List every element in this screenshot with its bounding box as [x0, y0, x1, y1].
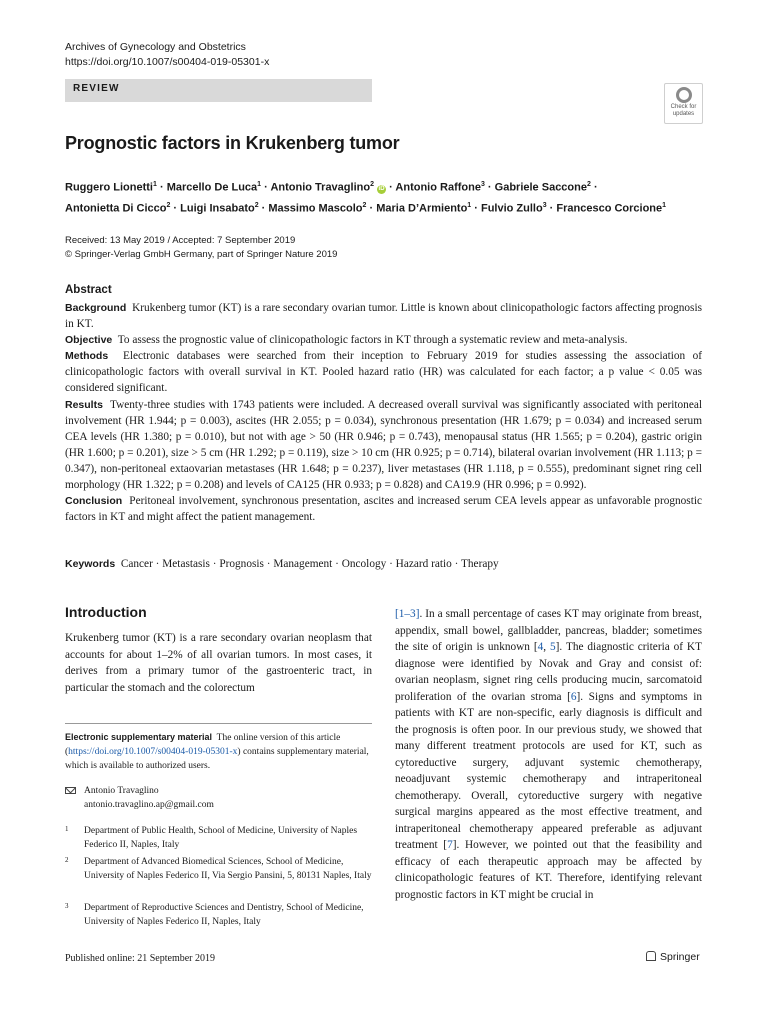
- author-name[interactable]: Luigi Insabato: [180, 202, 255, 215]
- esm-text: The online version of this article (: [65, 733, 341, 757]
- author-affiliation-number: 3: [480, 181, 485, 188]
- article-dates: [65, 234, 337, 262]
- body-text: ,: [543, 641, 551, 653]
- author-affiliation-number: 3: [542, 201, 547, 209]
- author-name[interactable]: Antonio Raffone: [395, 181, 481, 194]
- esm-doi-link[interactable]: https://doi.org/10.1007/s00404-019-05301-x: [68, 747, 238, 757]
- body-text: ]. Signs and symptoms in patients with KT are non-specific, early diagnosis is difficult and the prognosis is often poor. In our previous study, we showed that many different treatment protocols are used for KT, such as cytoreductive surgery, adjuvant systemic chemotherapy, neoadjuvant systemic chemotherapy and intraperitoneal chemotherapy. Overall, cytoreductive surgery with negative surgical margins appeared as the most effective treatment, and intraperitoneal chemotherapy appeared preferable as adjuvant treatment [: [395, 690, 702, 851]
- author-affiliation-number: 2: [362, 201, 367, 209]
- author-name[interactable]: Antonietta Di Cicco: [65, 202, 167, 215]
- abstract-text: To assess the prognostic value of clinicopathologic factors in KT through a systematic review and meta-analysis.: [117, 334, 628, 347]
- author-separator: ·: [590, 181, 598, 194]
- author-line-2: [65, 197, 705, 218]
- keywords-label: Keywords: [65, 558, 116, 570]
- springer-horse-icon: [646, 951, 656, 961]
- body-text: . In a small percentage of cases KT may originate from breast, appendix, small bowel, gallbladder, pancreas, bladder; sometimes the site of origin is unknown [: [395, 608, 702, 653]
- publisher-name: Springer: [660, 951, 700, 963]
- received-accepted: Received: 13 May 2019 / Accepted: 7 September 2019: [65, 235, 296, 246]
- corresponding-author: [65, 784, 372, 812]
- affiliation: [65, 901, 372, 929]
- introduction-paragraph-continued: [395, 606, 702, 903]
- published-date: Published online: 21 September 2019: [65, 953, 215, 964]
- author-name[interactable]: Marcello De Luca: [166, 181, 258, 194]
- affiliation-text: Department of Reproductive Sciences and Dentistry, School of Medicine, University of Naples Federico II, Naples, Italy: [84, 903, 364, 927]
- author-name[interactable]: Gabriele Saccone: [494, 181, 587, 194]
- orcid-icon[interactable]: iD: [378, 185, 385, 192]
- check-updates-line1: Check for: [670, 104, 697, 110]
- author-affiliation-number: 2: [166, 201, 171, 209]
- author-name[interactable]: Antonio Travaglino: [270, 181, 371, 194]
- body-text: ]. The diagnostic criteria of KT diagnose were identified by Novak and Gray and consist of: ovarian neoplasm, signet ring cells producing mucin, sarcomatoid proliferation of the ovarian stroma [: [395, 641, 702, 703]
- keywords: [65, 558, 705, 570]
- abstract-text: Electronic databases were searched from their inception to February 2019 for studies assessing the association of clinicopathologic factors with overall survival in KT. Pooled hazard ratio (HR) was calculated for each factor; a p value < 0.05 was considered significant.: [65, 350, 702, 395]
- affiliation-text: Department of Advanced Biomedical Sciences, School of Medicine, University of Naples Federico II, Via Sergio Pansini, 5, 80131 Naples, Italy: [84, 857, 372, 881]
- abstract-label: Results: [65, 398, 103, 411]
- journal-name: Archives of Gynecology and Obstetrics: [65, 41, 246, 53]
- check-updates-line2: updates: [672, 111, 695, 117]
- abstract-results: [65, 397, 702, 494]
- author-name[interactable]: Massimo Mascolo: [268, 202, 363, 215]
- doi-link[interactable]: https://doi.org/10.1007/s00404-019-05301-x: [65, 56, 270, 68]
- abstract-label: Objective: [65, 334, 113, 347]
- check-for-updates-badge[interactable]: [664, 83, 703, 124]
- abstract-body: [65, 300, 702, 525]
- author-separator: ·: [261, 181, 271, 194]
- author-list: [65, 176, 705, 217]
- journal-header: [65, 40, 269, 70]
- citation-link[interactable]: [1–3]: [395, 608, 420, 620]
- author-line-1: [65, 176, 705, 197]
- affiliation-number: 3: [65, 902, 69, 910]
- author-affiliation-number: 1: [257, 181, 262, 188]
- article-title: Prognostic factors in Krukenberg tumor: [65, 133, 400, 153]
- affiliation-text: Department of Public Health, School of Medicine, University of Naples Federico II, Naples, Italy: [84, 826, 358, 850]
- author-name[interactable]: Maria D’Armiento: [376, 202, 468, 215]
- corresponding-author-email[interactable]: antonio.travaglino.ap@gmail.com: [84, 800, 214, 810]
- abstract-text: Krukenberg tumor (KT) is a rare secondary ovarian tumor. Little is known about clinicopathologic factors affecting prognosis in KT.: [65, 302, 702, 331]
- author-affiliation-number: 1: [153, 181, 157, 188]
- author-separator: ·: [471, 202, 481, 215]
- abstract-text: Peritoneal involvement, synchronous presentation, ascites and increased serum CEA levels appear as unfavorable prognostic factors in KT and might affect the patient management.: [65, 495, 702, 524]
- introduction-right-column: [395, 606, 702, 903]
- affiliation: [65, 855, 372, 883]
- author-separator: ·: [484, 181, 495, 194]
- abstract-methods: [65, 348, 702, 396]
- footnote-divider: [65, 723, 372, 724]
- introduction-heading: Introduction: [65, 604, 147, 620]
- corresponding-author-name: Antonio Travaglino: [84, 786, 159, 796]
- check-updates-icon: [676, 87, 692, 103]
- publisher-logo: [646, 951, 700, 963]
- author-name[interactable]: Francesco Corcione: [556, 202, 663, 215]
- envelope-icon: [65, 787, 76, 794]
- abstract-label: Background: [65, 302, 127, 314]
- introduction-left-column: [65, 630, 372, 696]
- abstract-conclusion: [65, 493, 702, 525]
- esm-text: ) contains supplementary material, which is available to authorized users.: [65, 747, 369, 771]
- abstract-label: Methods: [65, 350, 109, 363]
- author-affiliation-number: 2: [254, 201, 259, 209]
- body-text: ]. However, we pointed out that the feasibility and efficacy of each therapeutic approach may be affected by clinicopathologic features of KT. Therefore, identifying relevant prognostic factors in KT might be crucial in: [395, 839, 702, 901]
- copyright: © Springer-Verlag GmbH Germany, part of Springer Nature 2019: [65, 249, 338, 260]
- author-name[interactable]: Ruggero Lionetti: [65, 181, 153, 194]
- section-label: REVIEW: [73, 83, 120, 94]
- author-affiliation-number: 2: [370, 181, 374, 188]
- citation-link[interactable]: 4: [537, 641, 544, 653]
- section-bar: [65, 79, 372, 102]
- author-separator: ·: [170, 202, 181, 215]
- author-separator: ·: [366, 202, 377, 215]
- abstract-text: Twenty-three studies with 1743 patients were included. A decreased overall survival was significantly associated with peritoneal involvement (HR 1.944; p = 0.003), ascites (HR 2.055; p = 0.034), synchronous presentation (HR 1.679; p = 0.034) and increased serum CEA levels (HR 1.380; p = 0.010), but not with age > 50 (HR 0.946; p = 0.743), menopausal status (HR 1.565; p = 0.204), gastric origin (HR 1.600; p = 0.201), size > 5 cm (HR 1.292; p = 0.119), size > 10 cm (HR 0.925; p = 0.714), bilateral ovarian involvement (HR 1.113; p = 0.347), non-peritoneal extaovarian metastases (HR 1.648; p = 0.237), liver metastases (HR 1.118, p = 0.555), predominant signet ring cell morphology (HR 1.322; p = 0.208) and levels of CA125 (HR 0.933; p = 0.828) and CA19.9 (HR 0.996; p = 0.992).: [65, 398, 702, 492]
- affiliation: [65, 824, 372, 852]
- citation-link[interactable]: 7: [447, 839, 453, 851]
- author-affiliation-number: 2: [586, 181, 591, 188]
- affiliation-number: 1: [65, 825, 69, 833]
- abstract-heading: Abstract: [65, 284, 112, 296]
- author-separator: ·: [386, 181, 396, 194]
- author-separator: ·: [546, 202, 557, 215]
- esm-label: Electronic supplementary material: [65, 732, 213, 742]
- abstract-objective: [65, 332, 702, 348]
- affiliation-number: 2: [65, 856, 69, 864]
- supplementary-material-note: [65, 730, 372, 773]
- citation-link[interactable]: 6: [570, 690, 577, 703]
- author-separator: ·: [258, 202, 269, 215]
- author-name[interactable]: Fulvio Zullo: [480, 202, 543, 215]
- author-separator: ·: [156, 181, 167, 194]
- keywords-text: Cancer · Metastasis · Prognosis · Management · Oncology · Hazard ratio · Therapy: [120, 558, 499, 570]
- abstract-background: [65, 300, 702, 332]
- author-affiliation-number: 1: [662, 201, 667, 209]
- author-affiliation-number: 1: [467, 201, 472, 209]
- citation-link[interactable]: 5: [550, 641, 556, 653]
- introduction-paragraph: Krukenberg tumor (KT) is a rare secondary ovarian neoplasm that accounts for about 1–2% of all ovarian tumors. In most cases, it derives from a primary tumor of the gastroenteric tract, in particular the stomach and the colorectum: [65, 632, 372, 694]
- abstract-label: Conclusion: [65, 495, 123, 508]
